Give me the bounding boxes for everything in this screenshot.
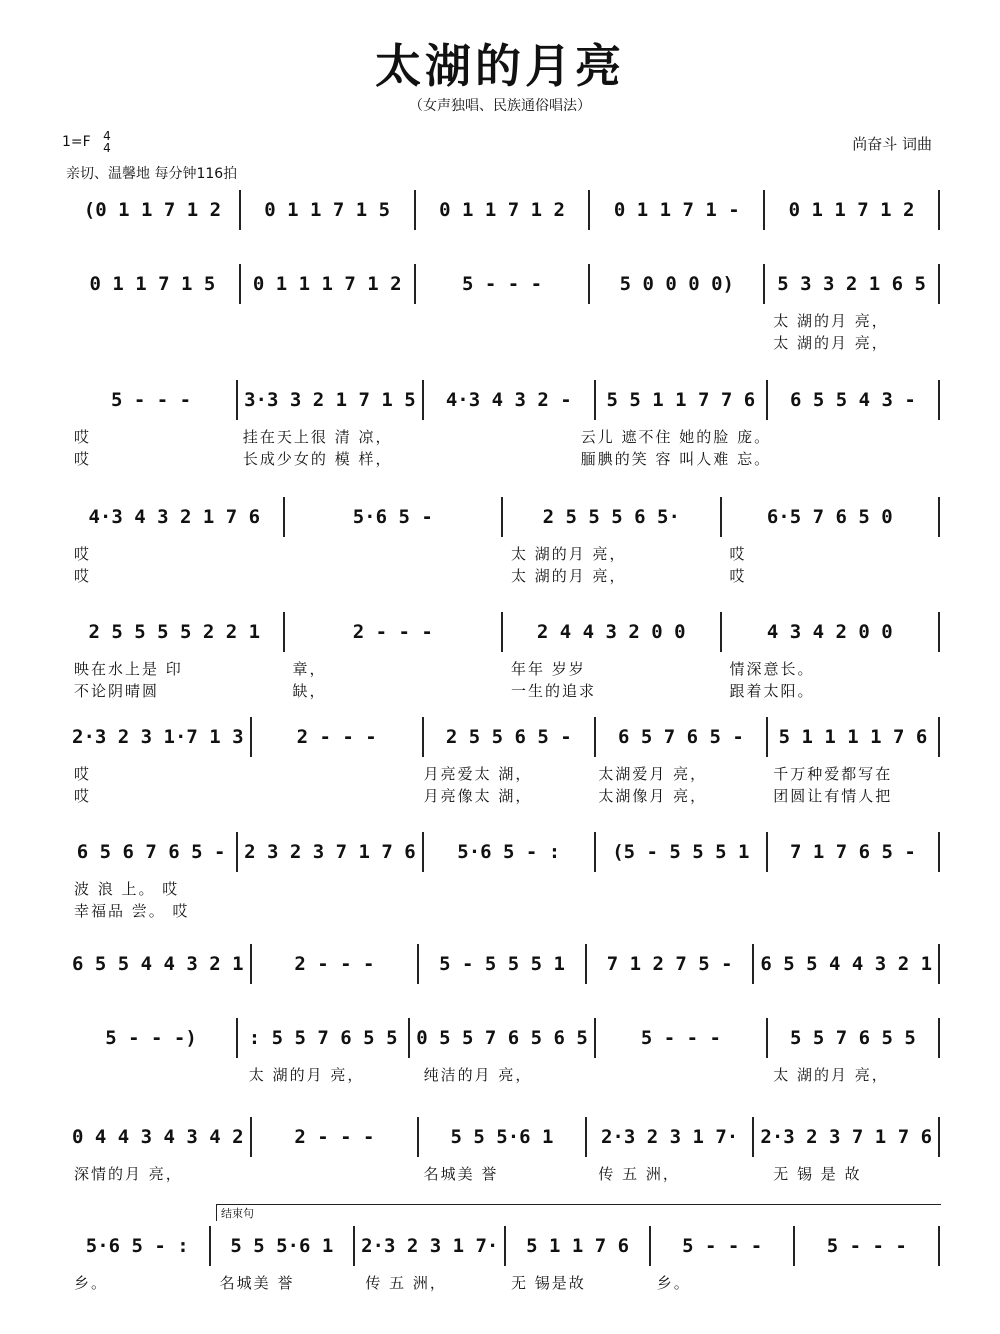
lyric-segment [241, 763, 416, 784]
notes-row [66, 612, 940, 652]
time-signature [103, 130, 111, 154]
measure: 5 - - - [416, 264, 591, 304]
measure: 0 1 1 7 1 2 [765, 190, 940, 230]
measure: (0 1 1 7 1 2 [66, 190, 241, 230]
notes-row [66, 497, 940, 537]
measure: 2·3 2 3 1 7· [587, 1117, 755, 1157]
measure: 2 - - - [252, 717, 424, 757]
measure: 4·3 4 3 2 - [424, 380, 596, 420]
notes-row [66, 944, 940, 984]
measure: 0 5 5 7 6 5 6 5 [410, 1018, 596, 1058]
measure: 3·3 3 2 1 7 1 5 [238, 380, 424, 420]
lyric-segment: 千万种爱都写在 [773, 765, 893, 783]
measure: 2 5 5 5 5 2 2 1 [66, 612, 285, 652]
score-line [66, 832, 940, 920]
measure: 5 1 1 1 1 7 6 [768, 717, 940, 757]
score-line [66, 380, 940, 468]
lyrics-row [66, 1163, 940, 1184]
score-line [66, 717, 940, 805]
measure: : 5 5 7 6 5 5 [238, 1018, 410, 1058]
lyrics-row [66, 448, 940, 469]
lyric-segment [590, 310, 765, 331]
notes-row [66, 1226, 940, 1266]
lyric-segment: 太湖爱月 亮， [598, 765, 708, 783]
notes-row [66, 1018, 940, 1058]
score-line [66, 612, 940, 700]
lyric-segment [590, 900, 765, 921]
measure: 5 - - - [596, 1018, 768, 1058]
lyric-segment [404, 448, 573, 469]
lyrics-row [66, 900, 940, 921]
lyric-segment [241, 310, 416, 331]
song-title: 太湖的月亮 [375, 39, 625, 93]
lyric-segment: 哎 [729, 545, 747, 563]
lyric-segment: 哎 [74, 787, 92, 805]
measure: 4 3 4 2 0 0 [722, 612, 941, 652]
song-subtitle: （女声独唱、民族通俗唱法） [409, 98, 591, 114]
measure: 5 1 1 7 6 [506, 1226, 651, 1266]
score-line [66, 497, 940, 585]
measure: 2·3 2 3 1·7 1 3 [66, 717, 252, 757]
lyric-segment [241, 785, 416, 806]
measure: 0 1 1 7 1 5 [66, 264, 241, 304]
lyric-segment: 名城美 誉 [219, 1274, 295, 1292]
measure: 7 1 7 6 5 - [768, 832, 940, 872]
lyric-segment: 年年 岁岁 [511, 660, 586, 678]
lyric-segment: 哎 [74, 428, 92, 446]
lyrics-row [66, 785, 940, 806]
measure: 5·6 5 - : [66, 1226, 211, 1266]
lyric-segment: 太湖像月 亮， [598, 787, 708, 805]
lyric-segment: 哎 [74, 567, 92, 585]
lyric-segment [771, 448, 940, 469]
lyric-segment [416, 310, 591, 331]
lyric-segment [416, 900, 591, 921]
lyrics-row [66, 426, 940, 447]
ending-label: 结束句 [216, 1204, 941, 1221]
lyric-segment: 太 湖的月 亮， [773, 334, 889, 352]
lyric-segment: 一生的追求 [511, 682, 597, 700]
lyrics-row [66, 543, 940, 564]
lyric-segment: 无 锡是故 [511, 1274, 586, 1292]
measure: 5 5 7 6 5 5 [768, 1018, 940, 1058]
lyric-segment: 哎 [74, 450, 92, 468]
measure: 6·5 7 6 5 0 [722, 497, 941, 537]
lyric-segment: 哎 [74, 545, 92, 563]
notes-row [66, 380, 940, 420]
tempo-marking: 亲切、温馨地 每分钟116拍 [66, 166, 238, 182]
lyrics-row [66, 1064, 940, 1085]
lyric-segment: 腼腆的笑 容 叫人难 忘。 [580, 450, 772, 468]
lyric-segment [241, 1163, 416, 1184]
measure: 2 - - - [252, 1117, 420, 1157]
time-bottom: 4 [103, 141, 111, 155]
score-line [66, 1018, 940, 1084]
lyric-segment: 缺， [292, 682, 327, 700]
lyric-segment [765, 900, 940, 921]
lyrics-row [66, 1272, 940, 1293]
lyric-segment [66, 1064, 241, 1085]
score-line [66, 1207, 940, 1292]
measure: 2·3 2 3 1 7· [355, 1226, 506, 1266]
lyric-segment [66, 332, 241, 353]
lyric-segment [285, 565, 504, 586]
measure: 5 5 1 1 7 7 6 [596, 380, 768, 420]
lyrics-row [66, 878, 940, 899]
measure: 5·6 5 - [285, 497, 504, 537]
measure: 6 5 5 4 3 - [768, 380, 940, 420]
measure: 5 5 5·6 1 [211, 1226, 356, 1266]
score-line [66, 1117, 940, 1183]
measure: 2 - - - [285, 612, 504, 652]
lyric-segment [771, 426, 940, 447]
lyric-segment [404, 426, 573, 447]
measure: 5 - - - [66, 380, 238, 420]
measure: 2 4 4 3 2 0 0 [503, 612, 722, 652]
measure: 0 1 1 1 7 1 2 [241, 264, 416, 304]
lyric-segment: 映在水上是 印 [74, 660, 183, 678]
lyrics-row [66, 565, 940, 586]
lyric-segment: 幸福品 尝。 哎 [74, 902, 190, 920]
lyric-segment: 长成少女的 模 样， [242, 450, 393, 468]
lyric-segment: 团圆让有情人把 [773, 787, 893, 805]
measure: 2 3 2 3 7 1 7 6 [238, 832, 424, 872]
lyric-segment: 乡。 [74, 1274, 109, 1292]
lyric-segment [416, 332, 591, 353]
notes-row [66, 832, 940, 872]
lyrics-row [66, 680, 940, 701]
lyric-segment [794, 1272, 940, 1293]
measure: 5 5 5·6 1 [419, 1117, 587, 1157]
lyric-segment: 哎 [74, 765, 92, 783]
measure: 5 - - -) [66, 1018, 238, 1058]
lyrics-row [66, 310, 940, 331]
lyric-segment [416, 878, 591, 899]
lyrics-row [66, 658, 940, 679]
measure: 5·6 5 - : [424, 832, 596, 872]
lyric-segment: 太 湖的月 亮， [511, 545, 627, 563]
lyric-segment: 深情的月 亮， [74, 1165, 183, 1183]
lyric-segment: 月亮像太 湖， [423, 787, 533, 805]
key-signature [62, 130, 111, 154]
score-line [66, 264, 940, 352]
key-label: 1=F [62, 134, 91, 150]
measure: 2 5 5 6 5 - [424, 717, 596, 757]
measure: 0 1 1 7 1 5 [241, 190, 416, 230]
lyric-segment: 不论阴晴圆 [74, 682, 160, 700]
lyric-segment: 名城美 誉 [423, 1165, 499, 1183]
lyric-segment [241, 900, 416, 921]
measure: 6 5 5 4 4 3 2 1 [754, 944, 940, 984]
measure: 4·3 4 3 2 1 7 6 [66, 497, 285, 537]
lyric-segment: 无 锡 是 故 [773, 1165, 862, 1183]
measure: 2 5 5 5 6 5· [503, 497, 722, 537]
lyric-segment: 云儿 遮不住 她的脸 庞。 [580, 428, 772, 446]
notes-row [66, 190, 940, 230]
lyric-segment: 传 五 洲， [365, 1274, 447, 1292]
lyric-segment [241, 332, 416, 353]
lyric-segment: 哎 [729, 567, 747, 585]
lyric-segment: 太 湖的月 亮， [773, 312, 889, 330]
lyric-segment [241, 878, 416, 899]
measure: 0 1 1 7 1 2 [416, 190, 591, 230]
measure: (5 - 5 5 5 1 [596, 832, 768, 872]
lyric-segment [765, 878, 940, 899]
measure: 5 0 0 0 0) [590, 264, 765, 304]
lyrics-row [66, 763, 940, 784]
measure: 0 4 4 3 4 3 4 2 [66, 1117, 252, 1157]
lyric-segment: 传 五 洲， [598, 1165, 680, 1183]
author-credit: 尚奋斗 词曲 [852, 135, 932, 153]
measure: 6 5 5 4 4 3 2 1 [66, 944, 252, 984]
measure: 5 - - - [795, 1226, 940, 1266]
score-line [66, 190, 940, 230]
lyric-segment: 波 浪 上。 哎 [74, 880, 180, 898]
measure: 5 - - - [651, 1226, 796, 1266]
lyrics-row [66, 332, 940, 353]
lyric-segment: 太 湖的月 亮， [773, 1066, 889, 1084]
measure: 7 1 2 7 5 - [587, 944, 755, 984]
notes-row [66, 1117, 940, 1157]
measure: 5 - 5 5 5 1 [419, 944, 587, 984]
measure: 6 5 7 6 5 - [596, 717, 768, 757]
lyric-segment [285, 543, 504, 564]
measure: 6 5 6 7 6 5 - [66, 832, 238, 872]
time-top: 4 [103, 129, 111, 143]
lyric-segment: 太 湖的月 亮， [511, 567, 627, 585]
lyric-segment [590, 332, 765, 353]
lyric-segment [590, 1064, 765, 1085]
lyric-segment [590, 878, 765, 899]
notes-row [66, 264, 940, 304]
measure: 2 - - - [252, 944, 420, 984]
lyric-segment: 纯洁的月 亮， [423, 1066, 533, 1084]
score-line [66, 944, 940, 984]
measure: 2·3 2 3 7 1 7 6 [754, 1117, 940, 1157]
lyric-segment: 情深意长。 [729, 660, 815, 678]
lyric-segment: 章， [292, 660, 327, 678]
lyric-segment: 挂在天上很 清 凉， [242, 428, 393, 446]
lyric-segment: 太 湖的月 亮， [248, 1066, 365, 1084]
lyric-segment: 乡。 [656, 1274, 691, 1292]
measure: 5 3 3 2 1 6 5 [765, 264, 940, 304]
measure: 0 1 1 7 1 - [590, 190, 765, 230]
lyric-segment [66, 310, 241, 331]
lyric-segment: 月亮爱太 湖， [423, 765, 533, 783]
notes-row [66, 717, 940, 757]
lyric-segment: 跟着太阳。 [729, 682, 815, 700]
